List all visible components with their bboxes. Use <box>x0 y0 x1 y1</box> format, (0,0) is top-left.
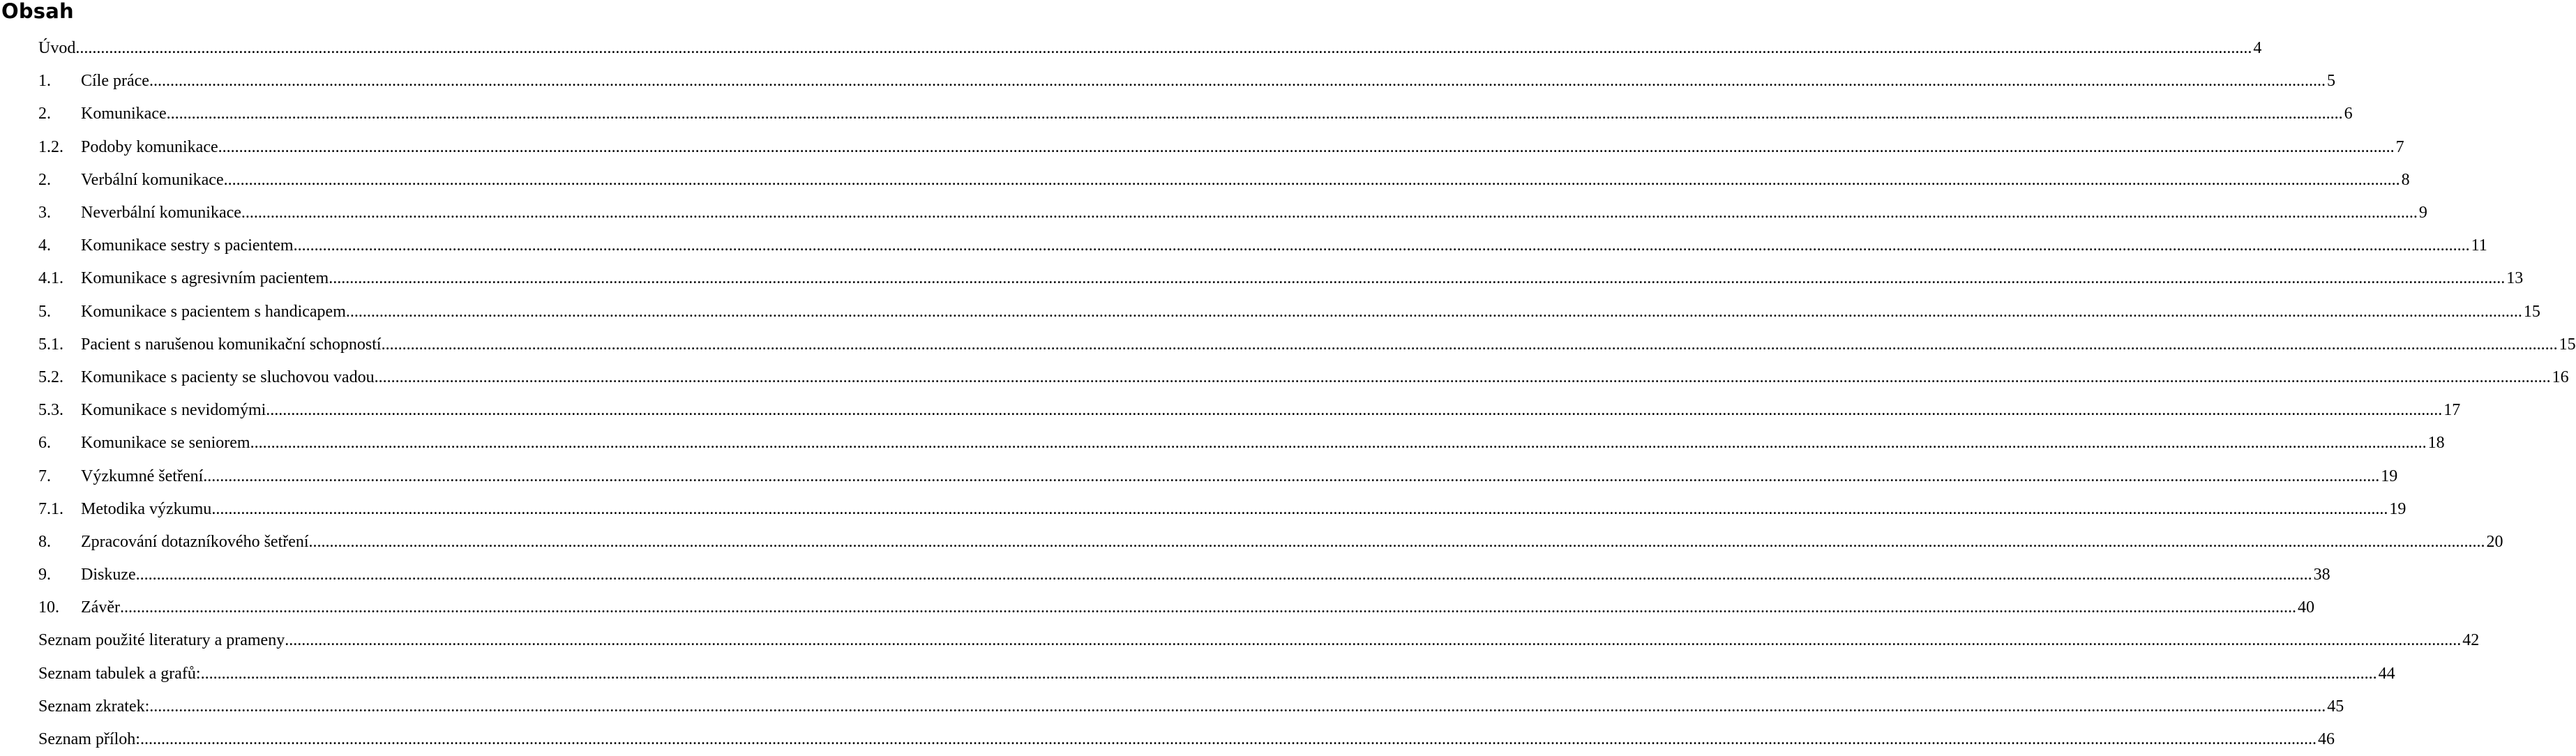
toc-entry-title: Verbální komunikace <box>81 170 224 189</box>
toc-leader-dots <box>285 631 2461 650</box>
toc-entry[interactable] <box>38 559 2330 591</box>
toc-entry-number: 5. <box>38 302 51 321</box>
toc-entry-page: 16 <box>2552 368 2569 386</box>
toc-entry-number: 5.3. <box>38 401 63 420</box>
toc-entry[interactable] <box>38 591 2314 624</box>
toc-entry-number: 6. <box>38 434 51 453</box>
toc-entry-page: 19 <box>2389 499 2406 518</box>
toc-leader-dots <box>167 105 2343 123</box>
toc-entry-title: Seznam použité literatury a prameny <box>38 631 285 650</box>
toc-entry-title: Metodika výzkumu <box>81 499 212 518</box>
toc-entry[interactable] <box>38 361 2569 394</box>
toc-leader-dots <box>75 39 2252 58</box>
toc-entry-page: 9 <box>2418 204 2427 222</box>
toc-entry-number: 2. <box>38 170 51 189</box>
toc-entry-number: 7. <box>38 467 51 485</box>
toc-entry-title: Seznam tabulek a grafů: <box>38 664 201 683</box>
toc-entry-number: 1.2. <box>38 137 63 156</box>
toc-entry[interactable] <box>38 427 2445 460</box>
toc-leader-dots <box>201 665 2377 683</box>
toc-entry-title: Komunikace s pacienty se sluchovou vadou <box>81 368 375 386</box>
toc-entry-title: Komunikace s agresivním pacientem <box>81 269 329 288</box>
toc-entry-title: Úvod <box>38 39 76 58</box>
toc-entry[interactable] <box>38 493 2406 526</box>
toc-entry[interactable] <box>38 658 2395 690</box>
toc-entry[interactable] <box>38 98 2353 130</box>
toc-entry[interactable] <box>38 328 2576 361</box>
toc-leader-dots <box>140 730 2317 749</box>
toc-leader-dots <box>149 72 2326 91</box>
toc-leader-dots <box>224 171 2400 190</box>
toc-entry-page: 13 <box>2506 269 2524 288</box>
toc-entry-page: 45 <box>2327 697 2344 716</box>
toc-entry-page: 42 <box>2462 631 2480 650</box>
toc-entry-number: 4. <box>38 236 51 255</box>
toc-entry-title: Cíle práce <box>81 72 149 91</box>
toc-leader-dots <box>266 401 2442 420</box>
toc-entry-number: 9. <box>38 566 51 584</box>
toc-entry-number: 2. <box>38 105 51 123</box>
toc-entry-number: 1. <box>38 72 51 91</box>
toc-entry-page: 17 <box>2443 401 2461 420</box>
table-of-contents <box>38 32 2576 756</box>
toc-entry-title: Komunikace s pacientem s handicapem <box>81 302 346 321</box>
toc-entry-title: Pacient s narušenou komunikační schopností <box>81 335 382 354</box>
toc-entry-page: 18 <box>2427 434 2445 453</box>
toc-entry-page: 20 <box>2486 532 2503 551</box>
toc-entry-title: Komunikace sestry s pacientem <box>81 236 294 255</box>
toc-entry-page: 38 <box>2313 566 2330 584</box>
toc-entry-page: 15 <box>2523 302 2540 321</box>
toc-leader-dots <box>203 467 2379 486</box>
toc-entry-number: 4.1. <box>38 269 63 288</box>
toc-entry-page: 8 <box>2401 170 2410 189</box>
toc-entry-page: 15 <box>2559 335 2576 354</box>
toc-leader-dots <box>382 335 2558 354</box>
toc-entry-number: 3. <box>38 204 51 222</box>
toc-entry[interactable] <box>38 229 2487 262</box>
toc-entry-number: 5.1. <box>38 335 63 354</box>
toc-entry-title: Výzkumné šetření <box>81 467 204 485</box>
toc-entry[interactable] <box>38 32 2262 65</box>
toc-entry-title: Seznam příloh: <box>38 730 140 749</box>
toc-leader-dots <box>218 138 2395 157</box>
toc-leader-dots <box>149 697 2326 716</box>
toc-leader-dots <box>375 368 2551 387</box>
toc-leader-dots <box>211 500 2388 519</box>
toc-entry-title: Podoby komunikace <box>81 137 218 156</box>
toc-entry-number: 5.2. <box>38 368 63 386</box>
toc-entry[interactable] <box>38 526 2503 559</box>
toc-entry-page: 19 <box>2381 467 2398 485</box>
toc-entry-number: 10. <box>38 598 59 617</box>
toc-entry[interactable] <box>38 164 2410 197</box>
toc-entry-title: Závěr <box>81 598 120 617</box>
toc-leader-dots <box>346 303 2522 322</box>
toc-entry-page: 11 <box>2471 236 2487 255</box>
toc-leader-dots <box>329 269 2505 288</box>
toc-entry-page: 6 <box>2344 105 2353 123</box>
toc-leader-dots <box>120 598 2296 617</box>
toc-entry[interactable] <box>38 624 2480 657</box>
toc-entry[interactable] <box>38 460 2398 492</box>
toc-entry-title: Komunikace se seniorem <box>81 434 250 453</box>
toc-entry[interactable] <box>38 690 2344 723</box>
toc-entry-title: Zpracování dotazníkového šetření <box>81 532 309 551</box>
toc-entry-title: Seznam zkratek: <box>38 697 150 716</box>
toc-entry[interactable] <box>38 197 2427 229</box>
toc-leader-dots <box>309 533 2485 552</box>
toc-entry-page: 44 <box>2378 664 2395 683</box>
toc-leader-dots <box>250 434 2427 453</box>
toc-entry[interactable] <box>38 131 2404 164</box>
toc-entry[interactable] <box>38 262 2524 295</box>
toc-entry[interactable] <box>38 296 2540 328</box>
toc-entry-page: 7 <box>2395 137 2404 156</box>
toc-entry-page: 5 <box>2326 72 2335 91</box>
toc-entry-number: 8. <box>38 532 51 551</box>
toc-leader-dots <box>241 204 2418 222</box>
toc-leader-dots <box>136 566 2312 584</box>
toc-entry[interactable] <box>38 65 2335 98</box>
toc-entry[interactable] <box>38 394 2461 427</box>
toc-entry[interactable] <box>38 723 2335 756</box>
toc-entry-title: Komunikace s nevidomými <box>81 401 266 420</box>
toc-leader-dots <box>294 236 2470 255</box>
toc-entry-page: 4 <box>2253 39 2262 58</box>
toc-heading: Obsah <box>1 0 74 23</box>
toc-entry-title: Diskuze <box>81 566 136 584</box>
toc-entry-page: 46 <box>2317 730 2335 749</box>
toc-entry-title: Komunikace <box>81 105 167 123</box>
toc-entry-number: 7.1. <box>38 499 63 518</box>
toc-entry-title: Neverbální komunikace <box>81 204 241 222</box>
toc-entry-page: 40 <box>2297 598 2314 617</box>
